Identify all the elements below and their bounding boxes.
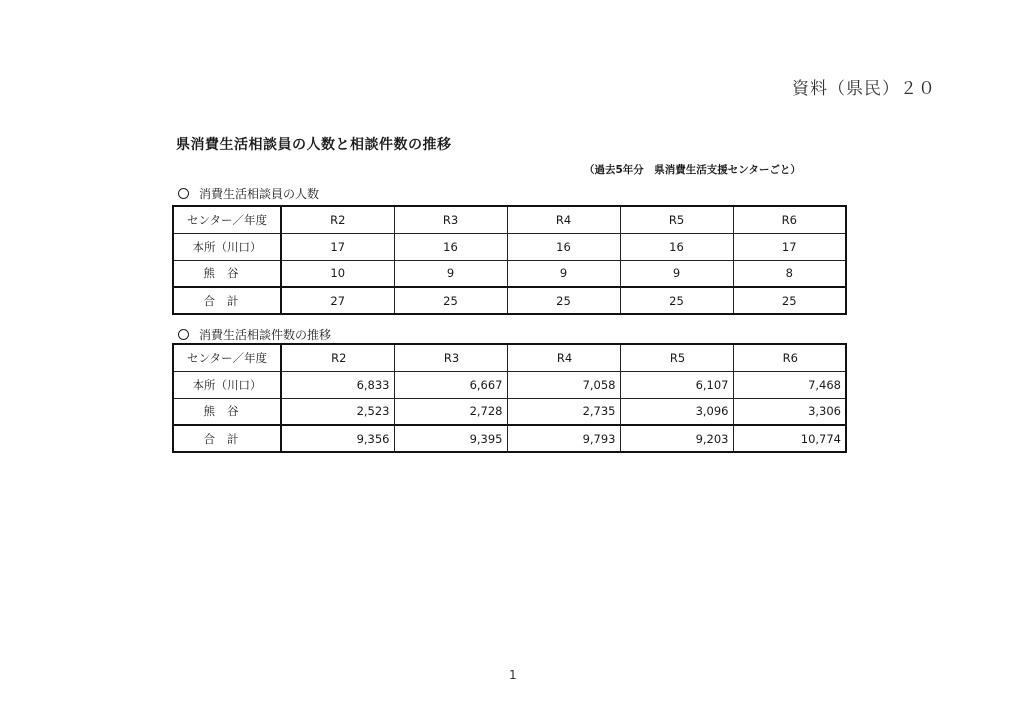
table-cell: 6,833	[281, 371, 394, 398]
document-title: 県消費生活相談員の人数と相談件数の推移	[176, 137, 452, 153]
table-cell: 9,356	[281, 425, 394, 452]
table-row	[173, 260, 846, 287]
table-cell: 7,058	[507, 371, 620, 398]
header-cell: R3	[394, 344, 507, 371]
table-cell: 2,523	[281, 398, 394, 425]
table-cell: 7,468	[733, 371, 846, 398]
header-cell: R3	[394, 206, 507, 233]
document-subtitle: （過去5年分 県消費生活支援センターごと）	[584, 164, 801, 176]
table-cell: 9	[507, 260, 620, 287]
table-cell: 25	[620, 287, 733, 314]
table-cell: 2,735	[507, 398, 620, 425]
table-cell: 6,667	[394, 371, 507, 398]
table-cell: 16	[507, 233, 620, 260]
table-cell: 25	[733, 287, 846, 314]
table-cell: 6,107	[620, 371, 733, 398]
row-label: 熊谷	[173, 398, 281, 425]
table-row	[173, 371, 846, 398]
table-cell: 9	[394, 260, 507, 287]
section-heading-consultations	[178, 326, 331, 343]
row-label: 熊谷	[173, 260, 281, 287]
table-cell: 10,774	[733, 425, 846, 452]
document-label: 資料（県民）２０	[792, 79, 936, 99]
header-cell: センター／年度	[173, 206, 281, 233]
header-cell: R4	[507, 344, 620, 371]
section-heading-counselors	[178, 185, 319, 202]
header-cell: R2	[281, 206, 394, 233]
table-row	[173, 398, 846, 425]
header-cell: R2	[281, 344, 394, 371]
circle-bullet-icon	[178, 329, 189, 340]
table-cell: 2,728	[394, 398, 507, 425]
page-number: 1	[509, 668, 517, 682]
table-cell: 16	[394, 233, 507, 260]
section-heading-text: 消費生活相談員の人数	[199, 187, 320, 201]
header-cell: R4	[507, 206, 620, 233]
consultation-count-table	[172, 343, 847, 453]
table-header-row	[173, 344, 846, 371]
header-cell: R6	[733, 206, 846, 233]
table-cell: 3,096	[620, 398, 733, 425]
table-cell: 8	[733, 260, 846, 287]
table-header-row	[173, 206, 846, 233]
counselor-count-table	[172, 205, 847, 315]
table-cell: 27	[281, 287, 394, 314]
row-label: 本所（川口）	[173, 233, 281, 260]
header-cell: R5	[620, 344, 733, 371]
table-cell: 3,306	[733, 398, 846, 425]
table-total-row	[173, 287, 846, 314]
table-cell: 10	[281, 260, 394, 287]
table-cell: 9	[620, 260, 733, 287]
table-cell: 25	[394, 287, 507, 314]
table-cell: 9,793	[507, 425, 620, 452]
table-total-row	[173, 425, 846, 452]
table-cell: 9,203	[620, 425, 733, 452]
header-cell: センター／年度	[173, 344, 281, 371]
row-label: 本所（川口）	[173, 371, 281, 398]
table-cell: 9,395	[394, 425, 507, 452]
header-cell: R5	[620, 206, 733, 233]
table-row	[173, 233, 846, 260]
table-cell: 17	[733, 233, 846, 260]
circle-bullet-icon	[178, 188, 189, 199]
row-label: 合計	[173, 425, 281, 452]
row-label: 合計	[173, 287, 281, 314]
header-cell: R6	[733, 344, 846, 371]
table-cell: 17	[281, 233, 394, 260]
table-cell: 16	[620, 233, 733, 260]
table-cell: 25	[507, 287, 620, 314]
section-heading-text: 消費生活相談件数の推移	[199, 328, 332, 342]
